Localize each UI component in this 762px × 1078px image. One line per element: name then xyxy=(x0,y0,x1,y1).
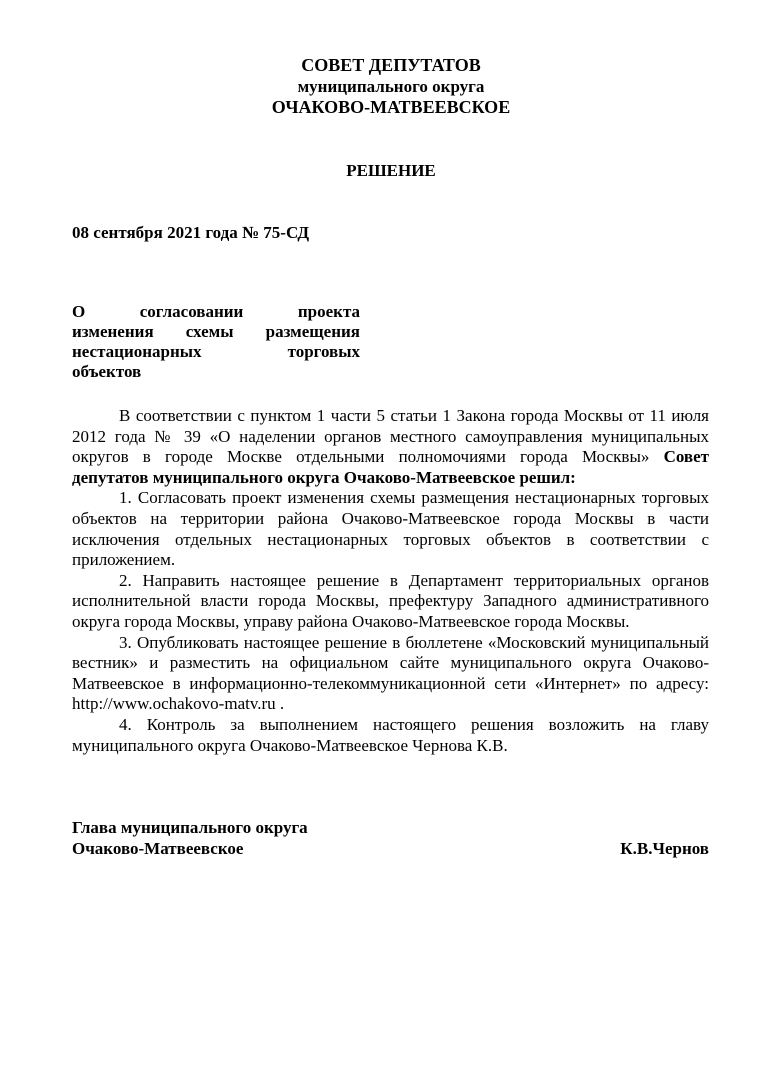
signature-row xyxy=(72,839,709,860)
subject-line-1: О согласовании проекта xyxy=(72,302,360,321)
signer-position-line-1: Глава муниципального округа xyxy=(72,818,308,837)
council-name: СОВЕТ ДЕПУТАТОВ xyxy=(301,55,481,75)
district-name: ОЧАКОВО-МАТВЕЕВСКОЕ xyxy=(271,97,511,117)
council-district-label: муниципального округа xyxy=(297,77,485,96)
date-and-number: 08 сентября 2021 года № 75-СД xyxy=(72,223,310,242)
resolution-item-4: 4. Контроль за выполнением настоящего решения возложить на главу муниципального округа Очаково-Матвеевское Чернова К.В. xyxy=(72,714,709,755)
preamble-resolution: Совет депутатов муниципального округа Очаково-Матвеевское решил: xyxy=(72,447,710,487)
preamble-paragraph xyxy=(72,406,709,488)
resolution-item-2: 2. Направить настоящее решение в Департамент территориальных органов исполнительной власти города Москвы, префектуру Западного административного округа города Москвы, управу района Очаково-Матвеевское города Москвы. xyxy=(72,570,709,631)
signer-position-line-2: Очаково-Матвеевское xyxy=(72,838,244,858)
document-body xyxy=(72,406,709,756)
document-subject xyxy=(72,302,360,382)
preamble-text: В соответствии с пунктом 1 части 5 статьи 1 Закона города Москвы от 11 июля 2012 года № 39 «О наделении органов местного самоуправления муниципальных округов в городе Москве отдельными полномочиями города Москвы» xyxy=(72,406,709,467)
subject-line-2: изменения схемы размещения xyxy=(72,322,360,341)
subject-line-3: нестационарных торговых xyxy=(72,342,360,361)
signature-block xyxy=(72,818,709,859)
resolution-item-3: 3. Опубликовать настоящее решение в бюллетене «Московский муниципальный вестник» и разместить на официальном сайте муниципального округа Очаково-Матвеевское в информационно-телекоммуникационной сети «Интернет» по адресу: http://www.ochakovo-matv.ru . xyxy=(72,632,709,714)
subject-line-4: объектов xyxy=(72,362,142,381)
resolution-item-1: 1. Согласовать проект изменения схемы размещения нестационарных торговых объектов на территории района Очаково-Матвеевское города Москвы в части исключения отдельных нестационарных торговых объектов в соответствии с приложением. xyxy=(72,488,709,570)
document-header xyxy=(0,55,762,118)
signer-name: К.В.Чернов xyxy=(620,838,709,858)
document-type-title: РЕШЕНИЕ xyxy=(346,161,436,180)
